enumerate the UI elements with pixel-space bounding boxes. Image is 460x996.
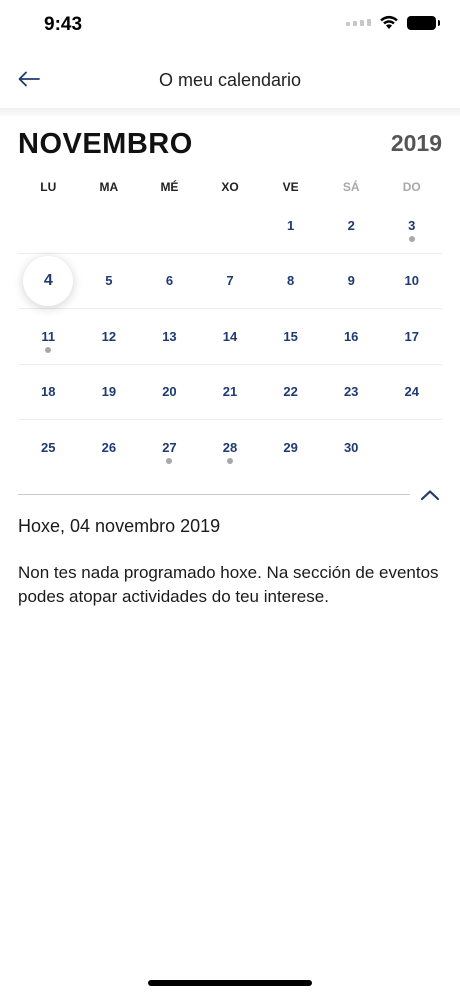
battery-icon — [407, 16, 436, 30]
day-number: 5 — [105, 273, 113, 289]
day-number: 16 — [343, 328, 359, 344]
home-indicator[interactable] — [148, 980, 312, 986]
calendar-week-row — [18, 198, 442, 254]
day-number: 13 — [162, 328, 177, 344]
calendar-empty-cell — [200, 198, 261, 253]
weekday-header — [18, 180, 442, 196]
calendar-day[interactable] — [79, 420, 140, 476]
calendar-day[interactable] — [321, 309, 382, 364]
header-divider — [0, 108, 460, 116]
weekday-label: LU — [40, 180, 57, 194]
calendar-day[interactable] — [260, 420, 321, 476]
event-indicator-dot — [45, 347, 51, 353]
calendar-day[interactable] — [381, 198, 442, 253]
calendar-day[interactable] — [139, 420, 200, 476]
day-number: 21 — [222, 384, 238, 400]
day-number: 7 — [226, 273, 234, 289]
day-number: 1 — [286, 217, 295, 233]
calendar-day[interactable] — [260, 198, 321, 253]
day-number: 15 — [283, 328, 298, 344]
calendar-day[interactable] — [321, 254, 382, 309]
day-number: 28 — [222, 440, 238, 456]
day-number: 6 — [165, 273, 174, 289]
calendar-week-row — [18, 365, 442, 421]
calendar-day[interactable] — [139, 365, 200, 420]
day-number: 20 — [162, 384, 177, 400]
status-icons — [346, 15, 436, 30]
event-indicator-dot — [227, 458, 233, 464]
year-title: 2019 — [390, 130, 442, 156]
calendar-day[interactable] — [79, 365, 140, 420]
month-title: NOVEMBRO — [18, 128, 193, 160]
divider-line — [18, 494, 410, 495]
event-indicator-dot — [166, 458, 172, 464]
status-time: 9:43 — [44, 14, 83, 35]
day-number: 26 — [101, 440, 117, 456]
wifi-icon — [379, 15, 399, 30]
day-number: 3 — [408, 217, 416, 233]
calendar-week-row — [18, 254, 442, 310]
calendar-day[interactable] — [139, 254, 200, 309]
day-number: 12 — [101, 328, 117, 344]
calendar-empty-cell — [139, 198, 200, 253]
day-number: 4 — [43, 271, 53, 289]
day-number: 17 — [404, 328, 419, 344]
calendar-day[interactable] — [260, 365, 321, 420]
calendar-day[interactable] — [381, 309, 442, 364]
day-number: 11 — [41, 328, 56, 344]
calendar-day[interactable] — [260, 309, 321, 364]
calendar-day[interactable] — [18, 420, 79, 476]
calendar-week-row — [18, 420, 442, 476]
signal-icon — [346, 19, 371, 26]
calendar-day[interactable] — [381, 254, 442, 309]
day-number: 2 — [347, 217, 355, 233]
day-number: 24 — [404, 384, 419, 400]
calendar-day[interactable] — [321, 198, 382, 253]
calendar-empty-cell — [381, 420, 442, 476]
calendar-day[interactable] — [321, 365, 382, 420]
day-number: 14 — [222, 328, 238, 344]
day-number: 29 — [283, 440, 298, 456]
day-number: 9 — [347, 273, 355, 289]
calendar-empty-cell — [18, 198, 79, 253]
weekday-label: MÉ — [160, 180, 179, 194]
calendar-day-today[interactable] — [18, 254, 79, 309]
status-bar — [0, 0, 460, 50]
calendar-day[interactable] — [18, 365, 79, 420]
app-header — [0, 52, 460, 108]
calendar-day[interactable] — [139, 309, 200, 364]
day-number: 8 — [286, 273, 295, 289]
calendar-day[interactable] — [79, 254, 140, 309]
calendar-day[interactable] — [381, 365, 442, 420]
selected-date-heading: Hoxe, 04 novembro 2019 — [18, 516, 221, 536]
calendar-grid — [18, 198, 442, 476]
chevron-up-icon — [420, 489, 440, 501]
day-number: 19 — [101, 384, 117, 400]
weekday-label: VE — [282, 180, 299, 194]
day-number: 30 — [343, 440, 359, 456]
agenda-divider — [18, 486, 442, 504]
empty-agenda-message: Non tes nada programado hoxe. Na sección de eventos podes atopar actividades do teu interese. — [18, 563, 439, 606]
calendar-day[interactable] — [200, 365, 261, 420]
weekday-label: MA — [99, 180, 119, 194]
day-number: 27 — [162, 440, 177, 456]
calendar-day[interactable] — [321, 420, 382, 476]
calendar-day[interactable] — [18, 309, 79, 364]
day-number: 22 — [283, 384, 298, 400]
weekday-label: DO — [402, 180, 421, 194]
day-number: 25 — [41, 440, 56, 456]
calendar-week-row — [18, 309, 442, 365]
calendar-empty-cell — [79, 198, 140, 253]
day-number: 18 — [41, 384, 56, 400]
page-title: O meu calendario — [158, 70, 302, 90]
day-number: 23 — [343, 384, 359, 400]
weekday-label: XO — [221, 180, 239, 194]
collapse-calendar-button[interactable] — [418, 486, 442, 504]
weekday-label: SÁ — [342, 180, 360, 194]
day-number: 10 — [404, 273, 419, 289]
calendar-day[interactable] — [200, 309, 261, 364]
calendar-day[interactable] — [200, 420, 261, 476]
event-indicator-dot — [409, 236, 415, 242]
calendar-day[interactable] — [260, 254, 321, 309]
calendar-day[interactable] — [79, 309, 140, 364]
calendar-day[interactable] — [200, 254, 261, 309]
